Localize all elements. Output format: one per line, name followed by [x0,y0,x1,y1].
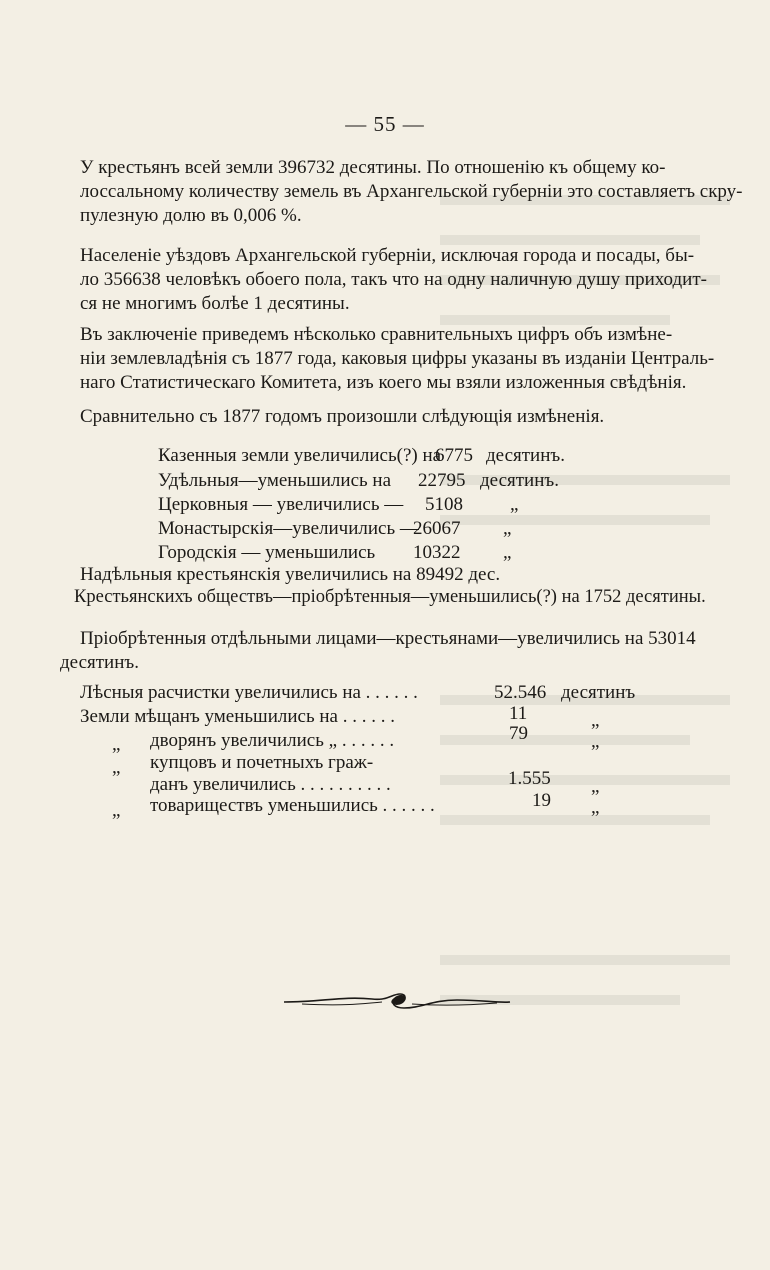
change-value: 10322 [413,542,461,563]
row-prefix: „ [112,757,121,778]
row-label: купцовъ и почетныхъ граж- [150,752,374,773]
change-unit: десятинъ. [486,445,565,466]
row-prefix: „ [112,800,121,821]
change-value: 6775 [435,445,473,466]
paragraph-population [80,244,707,316]
paragraph-peasant-land [80,156,743,228]
change-label: Монастырскія—увеличились — [158,518,419,539]
row-label: Земли мѣщанъ уменьшились на . . . . . . [80,706,395,727]
row-unit: „ [591,710,600,731]
change-unit: „ [503,542,512,563]
text-line: ло 356638 человѣкъ обоего пола, такъ что на одну наличную душу приходит- [80,269,707,290]
text-line: наго Статистическаго Комитета, изъ коего мы взяли изложенныя свѣдѣнія. [80,372,687,393]
row-value: 79 [509,723,528,744]
text-line: пулезную долю въ 0,006 %. [80,205,302,226]
change-unit: „ [503,518,512,539]
text-line: ніи землевладѣнія съ 1877 года, каковыя цифры указаны въ изданіи Централь- [80,348,715,369]
page-number: — 55 — [345,112,425,136]
row-value: 1.555 [508,768,551,789]
text-line: Въ заключеніе приведемъ нѣсколько сравнительныхъ цифръ объ измѣне- [80,324,673,345]
change-unit: „ [510,494,519,515]
text-line: Сравнительно съ 1877 годомъ произошли слѣдующія измѣненія. [80,406,605,427]
change-unit: десятинъ. [480,470,559,491]
paragraph-comparison [80,405,680,429]
row-unit: десятинъ [561,682,636,703]
row-label: дворянъ увеличились „ . . . . . . [150,730,395,751]
change-value: 5108 [425,494,463,515]
decorative-flourish [282,990,512,1014]
row-label: товариществъ уменьшились . . . . . . [150,795,435,816]
row-unit: „ [591,797,600,818]
change-label: Удѣльныя—уменьшились на [158,470,392,491]
row-value: 11 [509,703,528,724]
text-line: лоссальному количеству земель въ Архангельской губерніи это составляетъ скру- [80,181,743,202]
change-label: Казенныя земли увеличились(?) на [158,445,442,466]
peasant-societies-line: Крестьянскихъ обществъ—пріобрѣтенныя—уменьшились(?) на 1752 десятины. [74,587,706,607]
text-line: Населеніе уѣздовъ Архангельской губерніи, исключая города и посады, бы- [80,245,695,266]
row-value: 52.546 [494,682,547,703]
change-value: 26067 [413,518,461,539]
text-line: ся не многимъ болѣе 1 десятины. [80,293,350,314]
row-label: данъ увеличились . . . . . . . . . . [150,774,391,795]
row-unit: „ [591,776,600,797]
row-unit: „ [591,731,600,752]
row-prefix: „ [112,734,121,755]
change-label: Городскія — уменьшились [158,542,376,563]
row-value: 19 [532,790,551,811]
text-line: У крестьянъ всей земли 396732 десятины. По отношенію къ общему ко- [80,157,666,178]
peasant-allotment-line: Надѣльныя крестьянскія увеличились на 89492 дес. [80,564,501,585]
row-label: Лѣсныя расчистки увеличились на . . . . . . [80,682,418,703]
change-value: 22795 [418,470,466,491]
individuals-line: Пріобрѣтенныя отдѣльными лицами—крестьянами—увеличились на 53014 [80,628,696,649]
change-label: Церковныя — увеличились — [158,494,404,515]
individuals-line: десятинъ. [60,652,139,673]
paragraph-conclusion [80,323,715,395]
